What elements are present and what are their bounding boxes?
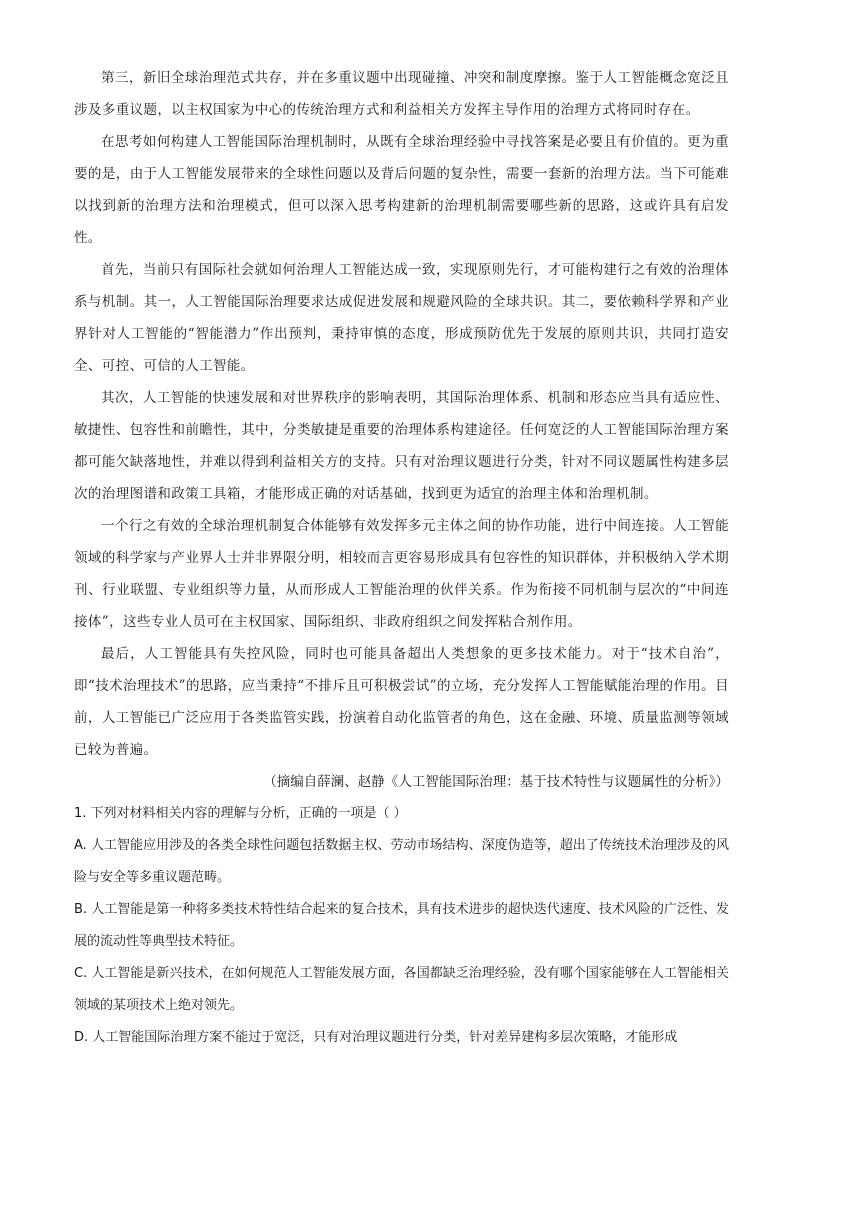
passage-source: （摘编自薛澜、赵静《人工智能国际治理：基于技术特性与议题属性的分析》） <box>263 774 729 790</box>
option-c: C. 人工智能是新兴技术，在如何规范人工智能发展方面，各国都缺乏治理经验，没有哪个国家能够在人工智能相关领域的某项技术上绝对领先。 <box>74 966 729 1013</box>
passage-paragraph-2: 在思考如何构建人工智能国际治理机制时，从既有全球治理经验中寻找答案是必要且有价值的。更为重要的是，由于人工智能发展带来的全球性问题以及背后问题的复杂性，需要一套新的治理方法。当下可能难以找到新的治理方法和治理模式，但可以深入思考构建新的治理机制需要哪些新的思路，这或许具有启发性。 <box>74 134 729 246</box>
option-a: A. 人工智能应用涉及的各类全球性问题包括数据主权、劳动市场结构、深度伪造等，超出了传统技术治理涉及的风险与安全等多重议题范畴。 <box>74 838 729 885</box>
option-d: D. 人工智能国际治理方案不能过于宽泛，只有对治理议题进行分类，针对差异建构多层次策略，才能形成 <box>74 1030 678 1045</box>
document-page <box>74 62 729 1054</box>
option-b: B. 人工智能是第一种将多类技术特性结合起来的复合技术，具有技术进步的超快迭代速度、技术风险的广泛性、发展的流动性等典型技术特征。 <box>74 902 729 949</box>
passage-paragraph-1: 第三，新旧全球治理范式共存，并在多重议题中出现碰撞、冲突和制度摩擦。鉴于人工智能概念宽泛且涉及多重议题，以主权国家为中心的传统治理方式和利益相关方发挥主导作用的治理方式将同时存在。 <box>74 70 729 118</box>
passage-paragraph-6: 最后，人工智能具有失控风险，同时也可能具备超出人类想象的更多技术能力。对于“技术自治”，即“技术治理技术”的思路，应当秉持“不排斥且可积极尝试”的立场，充分发挥人工智能赋能治理的作用。目前，人工智能已广泛应用于各类监管实践，扮演着自动化监管者的角色，这在金融、环境、质量监测等领域已较为普遍。 <box>74 646 729 758</box>
passage-paragraph-3: 首先，当前只有国际社会就如何治理人工智能达成一致，实现原则先行，才可能构建行之有效的治理体系与机制。其一，人工智能国际治理要求达成促进发展和规避风险的全球共识。其二，要依赖科学界和产业界针对人工智能的“智能潜力”作出预判，秉持审慎的态度，形成预防优先于发展的原则共识，共同打造安全、可控、可信的人工智能。 <box>74 262 729 374</box>
passage-paragraph-4: 其次，人工智能的快速发展和对世界秩序的影响表明，其国际治理体系、机制和形态应当具有适应性、敏捷性、包容性和前瞻性，其中，分类敏捷是重要的治理体系构建途径。任何宽泛的人工智能国际治理方案都可能欠缺落地性，并难以得到利益相关方的支持。只有对治理议题进行分类，针对不同议题属性构建多层次的治理图谱和政策工具箱，才能形成正确的对话基础，找到更为适宜的治理主体和治理机制。 <box>74 390 729 502</box>
question-stem: 1. 下列对材料相关内容的理解与分析，正确的一项是（ ） <box>74 806 407 821</box>
passage-paragraph-5: 一个行之有效的全球治理机制复合体能够有效发挥多元主体之间的协作功能，进行中间连接。人工智能领域的科学家与产业界人士并非界限分明，相较而言更容易形成具有包容性的知识群体，并积极纳入学术期刊、行业联盟、专业组织等力量，从而形成人工智能治理的伙伴关系。作为衔接不同机制与层次的“中间连接体”，这些专业人员可在主权国家、国际组织、非政府组织之间发挥粘合剂作用。 <box>74 518 729 630</box>
